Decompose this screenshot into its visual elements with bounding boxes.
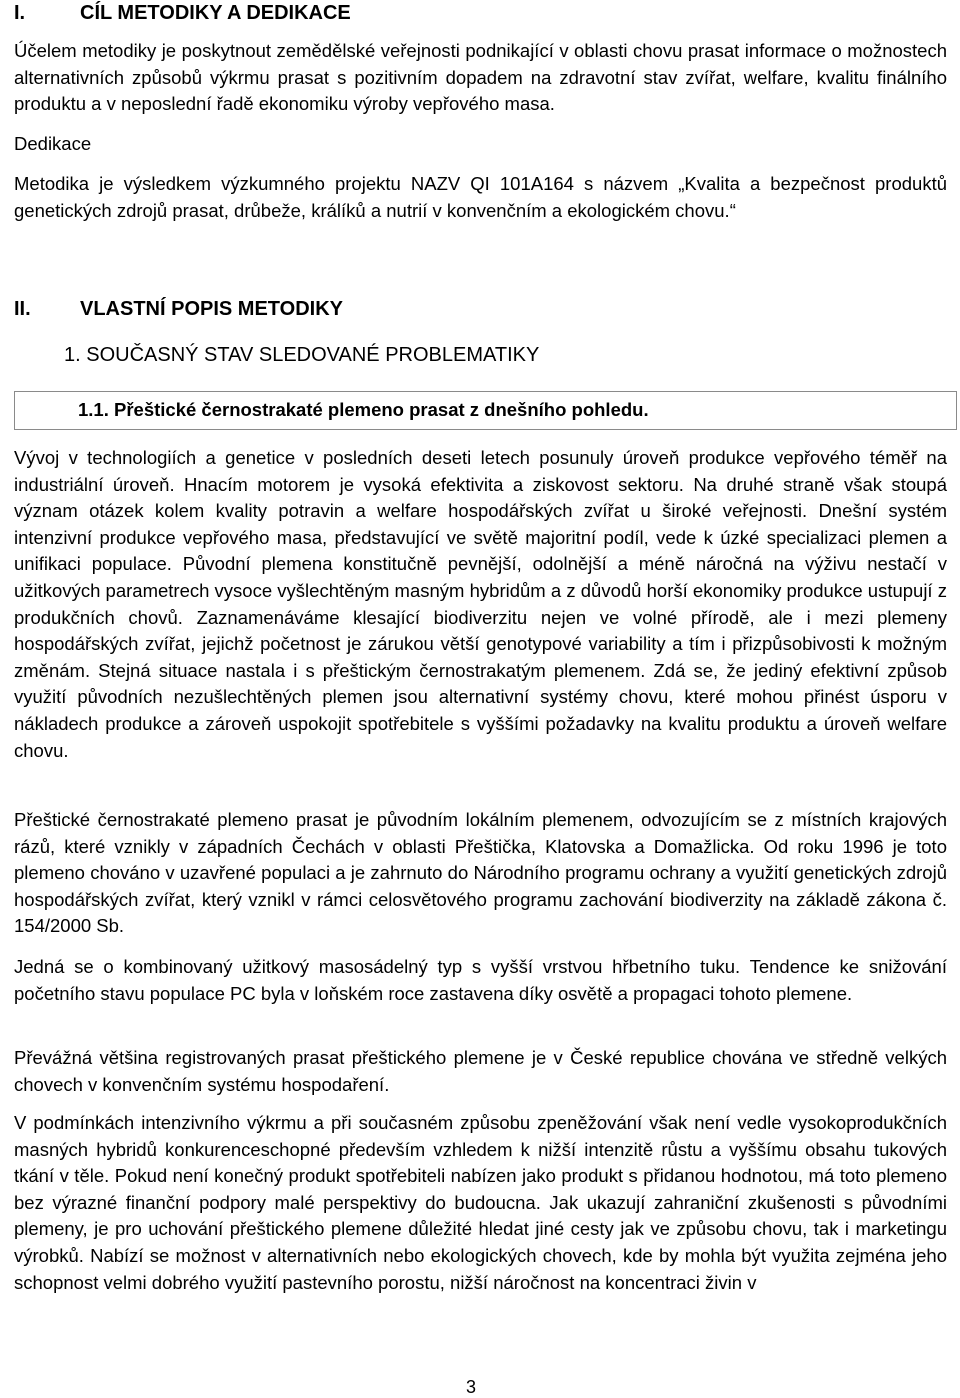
purpose-paragraph: Účelem metodiky je poskytnout zemědělské veřejnosti podnikající v oblasti chovu prasat informace o možnostech alternativních způsobů výkrmu prasat s pozitivním dopadem na zdravotní stav zvířat, welfare, kvalitu finálního produktu a v neposlední řadě ekonomiku výroby vepřového masa.: [14, 40, 947, 115]
section-number: I.: [14, 2, 26, 24]
subsection-heading: 1. SOUČASNÝ STAV SLEDOVANÉ PROBLEMATIKY: [64, 344, 540, 366]
body-paragraph-2: Přeštické černostrakaté plemeno prasat je původním lokálním plemenem, odvozujícím se z místních krajových rázů, které vznikly v západních Čechách v oblasti Přeštička, Klatovska a Domažlicka. Od roku 1996 je toto plemeno chováno v uzavřené populaci a je zahrnuto do Národního programu ochrany a využití genetických zdrojů hospodářských zvířat, který vznikl v rámci celosvětového programu zachování biodiverzity na základě zákona č. 154/2000 Sb.: [14, 809, 947, 937]
section-number: II.: [14, 298, 31, 320]
section-heading-2: [14, 296, 343, 322]
body-paragraph-3: Jedná se o kombinovaný užitkový masosádelný typ s vyšší vrstvou hřbetního tuku. Tendence ke snižování početního stavu populace PC byla v loňském roce zastavena díky osvětě a propagaci tohoto plemene.: [14, 956, 947, 1004]
section-title: CÍL METODIKY A DEDIKACE: [80, 2, 351, 24]
dedication-label: Dedikace: [14, 133, 92, 154]
subsubsection-heading: 1.1. Přeštické černostrakaté plemeno prasat z dnešního pohledu.: [78, 399, 649, 420]
page-number: 3: [466, 1377, 477, 1397]
section-heading-1: [14, 1, 351, 25]
body-paragraph-1: Vývoj v technologiích a genetice v posledních deseti letech posunuly úroveň produkce vepřového téměř na industriální úroveň. Hnacím motorem je vysoká efektivita a ziskovost sektoru. Na druhé straně však stoupá význam otázek kolem kvality potravin a welfare hospodářských zvířat u široké veřejnosti. Dnešní systém intenzivní produkce vepřového masa, představující ve světě majoritní podíl, vede k úzké specializaci plemen a unifikaci populace. Původní plemena konstitučně pevnější, odolnější a méně náročná na výživu nestačí v užitkových parametrech vysoce vyšlechtěným masným hybridům a z důvodů horší ekonomiky produkce ustupují z produkčních chovů. Zaznamenáváme klesající biodiverzitu nejen ve volné přírodě, ale i mezi plemeny hospodářských zvířat, jejichž početnost je zárukou větší genotypové variability a tím i přizpůsobivosti k možným změnám. Stejná situace nastala i s přeštickým černostrakatým plemenem. Zdá se, že jediný efektivní způsob využití původních nezušlechtěných plemen jsou alternativní systémy chovu, které mohou přinést úsporu v nákladech produkce a zároveň uspokojit spotřebitele s vyššími požadavky na kvalitu produktu a úroveň welfare chovu.: [14, 447, 947, 761]
body-paragraph-4: Převážná většina registrovaných prasat přeštického plemene je v České republice chována ve středně velkých chovech v konvenčním systému hospodaření.: [14, 1047, 947, 1095]
section-title: VLASTNÍ POPIS METODIKY: [80, 298, 343, 320]
dedication-paragraph: Metodika je výsledkem výzkumného projektu NAZV QI 101A164 s názvem „Kvalita a bezpečnost produktů genetických zdrojů prasat, drůbeže, králíků a nutrií v konvenčním a ekologickém chovu.“: [14, 173, 947, 221]
body-paragraph-5: V podmínkách intenzivního výkrmu a při současném způsobu zpeněžování však není vedle vysokoprodukčních masných hybridů konkurenceschopné především vzhledem k nižší intenzitě růstu a vyššímu obsahu tukových tkání v těle. Pokud není konečný produkt spotřebiteli nabízen jako produkt s přidanou hodnotou, má toto plemeno bez výrazné finanční podpory malé perspektivy do budoucna. Jak ukazují zahraniční zkušenosti s původními plemeny, je pro uchování přeštického plemene důležité hledat jiné cesty jak ve způsobu chovu, tak i marketingu výrobků. Nabízí se možnost v alternativních nebo ekologických chovech, kde by mohla být využita zejména jeho schopnost velmi dobrého využití pastevního porostu, nižší náročnost na koncentraci živin v: [14, 1112, 947, 1293]
